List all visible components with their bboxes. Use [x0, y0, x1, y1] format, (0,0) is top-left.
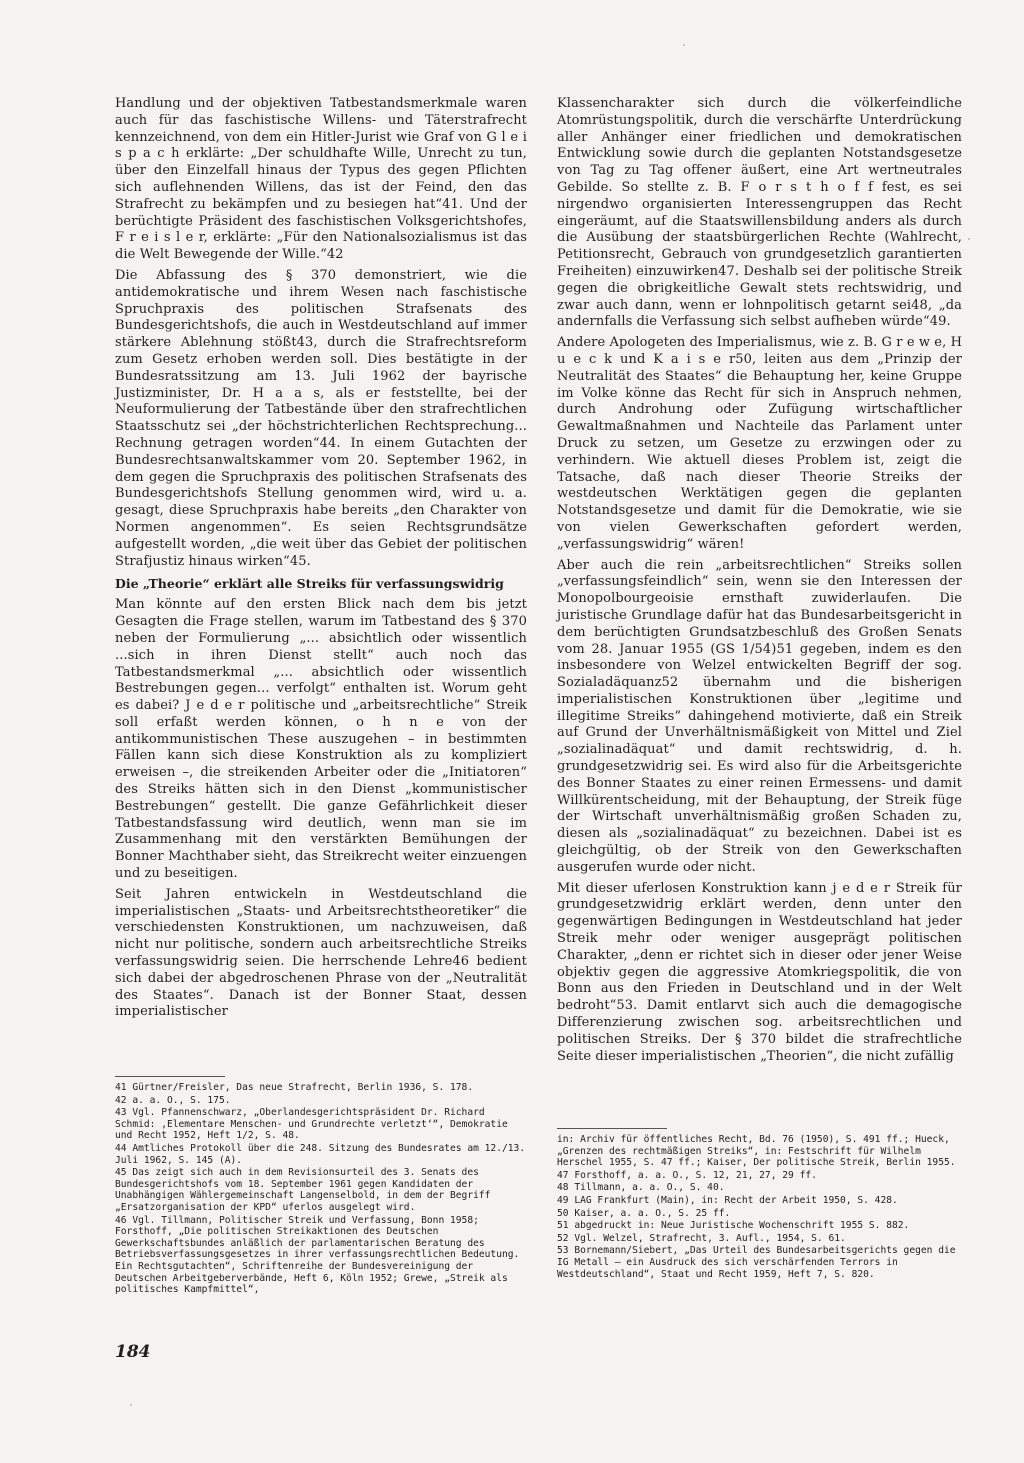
paragraph: Seit Jahren entwickeln in Westdeutschland die imperialistischen „Staats- und Arbeitsrechtstheoretiker“ die verschiedensten Konstruktionen, um nachzuweisen, daß nicht nur politische, sondern auch arbeitsrechtliche Streiks verfassungswidrig seien. Die herrschende Lehre46 bedient sich dabei der abgedroschenen Phrase von der „Neutralität des Staates“. Danach ist der Bonner Staat, dessen imperialistischer [115, 886, 527, 1020]
footnote: 46 Vgl. Tillmann, Politischer Streik und Verfassung, Bonn 1958; Forsthoff, „Die politischen Streikaktionen des Deutschen Gewerkschaftsbundes anläßlich der parlamentarischen Beratung des Betriebsverfassungsgesetzes in ihrer verfassungsrechtlichen Bedeutung. Ein Rechtsgutachten“, Schriftenreihe der Bundesvereinigung der Deutschen Arbeitgeberverbände, Heft 6, Köln 1952; Grewe, „Streik als politisches Kampfmittel“, [115, 1214, 520, 1296]
footnote-rule-right [557, 1128, 667, 1129]
paragraph: Andere Apologeten des Imperialismus, wie z. B. G r e w e, H u e c k und K a i s e r50, leiten aus dem „Prinzip der Neutralität des Staates“ die Behauptung her, keine Gruppe im Volke könne das Recht für sich in Anspruch nehmen, durch Androhung oder Zufügung wirtschaftlicher Gewaltmaßnahmen und Nachteile das Parlament unter Druck zu setzen, um Gesetze zu erzwingen oder zu verhindern. Wie aktuell dieses Problem ist, zeigt die Tatsache, daß nach dieser Theorie Streiks der westdeutschen Werktätigen gegen die geplanten Notstandsgesetze und damit für die Demokratie, wie sie von vielen Gewerkschaften gefordert werden, „verfassungswidrig“ wären! [557, 335, 963, 552]
footnote: 53 Bornemann/Siebert, „Das Urteil des Bundesarbeitsgerichts gegen die IG Metall – ein Ausdruck des sich verschärfenden Terrors in Westdeutschland“, Staat und Recht 1959, Heft 7, S. 820. [557, 1245, 956, 1280]
paragraph: Handlung und der objektiven Tatbestandsmerkmale waren auch für das faschistische Willens- und Täterstrafrecht kennzeichnend, von dem ein Hitler-Jurist wie Graf von G l e i s p a c h erklärte: „Der schuldhafte Wille, Unrecht zu tun, über den Einzelfall hinaus der Typus des gegen Pflichten sich auflehnenden Willens, das ist der Feind, den das Strafrecht zu bekämpfen und zu besiegen hat“41. Und der berüchtigte Präsident des faschistischen Volksgerichtshofes, F r e i s l e r, erklärte: „Für den Nationalsozialismus ist das die Welt Bewegende der Wille.“42 [115, 96, 527, 263]
footnotes-left [115, 1082, 527, 1297]
right-column [557, 96, 962, 1069]
footnotes-right [557, 1134, 962, 1281]
footnote: 43 Vgl. Pfannenschwarz, „Oberlandesgerichtspräsident Dr. Richard Schmid: ‚Elementare Menschen- und Grundrechte verletzt‘“, Demokratie und Recht 1952, Heft 1/2, S. 48. [115, 1107, 508, 1142]
paper-speck [683, 44, 685, 46]
footnote: 44 Amtliches Protokoll über die 248. Sitzung des Bundesrates am 12./13. Juli 1962, S. 145 (A). [115, 1142, 526, 1166]
footnote-rule-left [115, 1076, 225, 1077]
paper-speck [130, 1404, 132, 1406]
section-heading: Die „Theorie“ erklärt alle Streiks für verfassungswidrig [115, 576, 504, 592]
footnote: 49 LAG Frankfurt (Main), in: Recht der Arbeit 1950, S. 428. [557, 1194, 898, 1206]
paragraph: Klassencharakter sich durch die völkerfeindliche Atomrüstungspolitik, durch die verschärfte Unterdrückung aller Anhänger einer friedlichen und demokratischen Entwicklung sowie durch die geplanten Notstandsgesetze von Tag zu Tag offener äußert, eine Art wertneutrales Gebilde. So stellte z. B. F o r s t h o f f fest, es sei nirgendwo organisierten Interessengruppen das Recht eingeräumt, auf die Staatswillensbildung anders als durch die Ausübung der staatsbürgerlichen Rechte (Wahlrecht, Petitionsrecht, Gebrauch von grundgesetzlich garantierten Freiheiten) einzuwirken47. Deshalb sei der politische Streik gegen die obrigkeitliche Gewalt stets rechtswidrig, und zwar auch dann, wenn er lohnpolitisch getarnt sei48, „da andernfalls die Verfassung sich selbst aufheben würde“49. [557, 96, 962, 330]
paragraph: Mit dieser uferlosen Konstruktion kann j e d e r Streik für grundgesetzwidrig erklärt werden, denn unter den gegenwärtigen Bedingungen in Westdeutschland hat jeder Streik mehr oder weniger ausgeprägt politischen Charakter, „denn er richtet sich in dieser oder jener Weise objektiv gegen die aggressive Atomkriegspolitik, die von Bonn aus den Frieden in Deutschland und in der Welt bedroht“53. Damit entlarvt sich auch die demagogische Differenzierung zwischen sog. arbeitsrechtlichen und politischen Streiks. Der § 370 bildet die strafrechtliche Seite dieser imperialistischen „Theorien“, die nicht zufällig [557, 880, 962, 1064]
paragraph: Man könnte auf den ersten Blick nach dem bis jetzt Gesagten die Frage stellen, warum im Tatbestand des § 370 neben der Formulierung „... absichtlich oder wissentlich ...sich in ihren Dienst stellt“ auch noch das Tatbestandsmerkmal „... absichtlich oder wissentlich Bestrebungen gegen... verfolgt“ enthalten ist. Worum geht es dabei? J e d e r politische und „arbeitsrechtliche“ Streik soll erfaßt werden können, o h n e von der antikommunistischen These auszugehen – in bestimmten Fällen kann sich diese Konstruktion als zu kompliziert erweisen –, die streikenden Arbeiter oder die „Initiatoren“ des Streiks hätten sich in den Dienst „kommunistischer Bestrebungen“ gestellt. Die ganze Gefährlichkeit dieser Tatbestandsfassung wird deutlich, wenn man sie im Zusammenhang mit den verstärkten Bemühungen der Bonner Machthaber sieht, das Streikrecht weiter einzuengen und zu beseitigen. [115, 597, 527, 882]
left-column [115, 96, 527, 1025]
footnote: 41 Gürtner/Freisler, Das neue Strafrecht, Berlin 1936, S. 178. [115, 1082, 474, 1093]
paragraph: Aber auch die rein „arbeitsrechtlichen“ Streiks sollen „verfassungsfeindlich“ sein, wenn sie den Interessen der Monopolbourgeoisie ernsthaft zuwiderlaufen. Die juristische Grundlage dafür hat das Bundesarbeitsgericht in dem berüchtigten Grundsatzbeschluß des Großen Senats vom 28. Januar 1955 (GS 1/54)51 gegeben, indem es den insbesondere von Welzel entwickelten Begriff der sog. Sozialadäquanz52 übernahm und die bisherigen imperialistischen Konstruktionen über „legitime und illegitime Streiks“ dahingehend motivierte, daß ein Streik auf Grund der Unverhältnismäßigkeit von Mittel und Ziel „sozialinadäquat“ und damit rechtswidrig, d. h. grundgesetzwidrig sei. Es wird also für die Arbeitsgerichte des Bonner Staates zu einer reinen Ermessens- und damit Willkürentscheidung, mit der Behauptung, der Streik füge der Wirtschaft unverhältnismäßig großen Schaden zu, diesen als „sozialinadäquat“ zu bezeichnen. Dabei ist es gleichgültig, ob der Streik von den Gewerkschaften ausgerufen wurde oder nicht. [557, 557, 962, 875]
footnote: 51 abgedruckt in: Neue Juristische Wochenschrift 1955 S. 882. [557, 1220, 910, 1232]
footnote: 50 Kaiser, a. a. O., S. 25 ff. [557, 1207, 731, 1219]
footnote: 47 Forsthoff, a. a. O., S. 12, 21, 27, 29 ff. [557, 1169, 817, 1181]
page-number: 184 [115, 1342, 151, 1362]
footnote: in: Archiv für öffentliches Recht, Bd. 76 (1950), S. 491 ff.; Hueck, „Grenzen des rechtmäßigen Streiks“, in: Festschrift für Wilhelm Herschel 1955, S. 47 ff.; Kaiser, Der politische Streik, Berlin 1955. [557, 1134, 956, 1169]
paragraph: Die Abfassung des § 370 demonstriert, wie die antidemokratische und ihrem Wesen nach faschistische Spruchpraxis des politischen Strafsenats des Bundesgerichtshofs, die auch in Westdeutschland auf immer stärkere Ablehnung stößt43, durch die Strafrechtsreform zum Gesetz erhoben werden soll. Dies bestätigte in der Bundesratssitzung am 13. Juli 1962 der bayrische Justizminister, Dr. H a a s, als er feststellte, bei der Neuformulierung der Tatbestände über den strafrechtlichen Staatsschutz sei „der höchstrichterlichen Rechtsprechung... Rechnung getragen worden“44. In einem Gutachten der Bundesrechtsanwaltskammer vom 20. September 1962, in dem gegen die Spruchpraxis des politischen Strafsenats des Bundesgerichtshofs Stellung genommen wird, wird u. a. gesagt, diese Spruchpraxis habe bereits „den Charakter von Normen angenommen“. Es seien Rechtsgrundsätze aufgestellt worden, „die weit über das Gebiet der politischen Strafjustiz hinaus wirken“45. [115, 267, 527, 569]
footnote: 48 Tillmann, a. a. O., S. 40. [557, 1182, 725, 1194]
footnote: 45 Das zeigt sich auch in dem Revisionsurteil des 3. Senats des Bundesgerichtshofs vom 18. September 1961 gegen Kandidaten der Unabhängigen Wählergemeinschaft Langenselbold, in dem der Begriff „Ersatzorganisation der KPD“ uferlos ausgelegt wird. [115, 1167, 491, 1213]
footnote: 42 a. a. O., S. 175. [115, 1094, 231, 1106]
footnote: 52 Vgl. Welzel, Strafrecht, 3. Aufl., 1954, S. 61. [557, 1232, 846, 1244]
paper-speck [968, 238, 970, 240]
